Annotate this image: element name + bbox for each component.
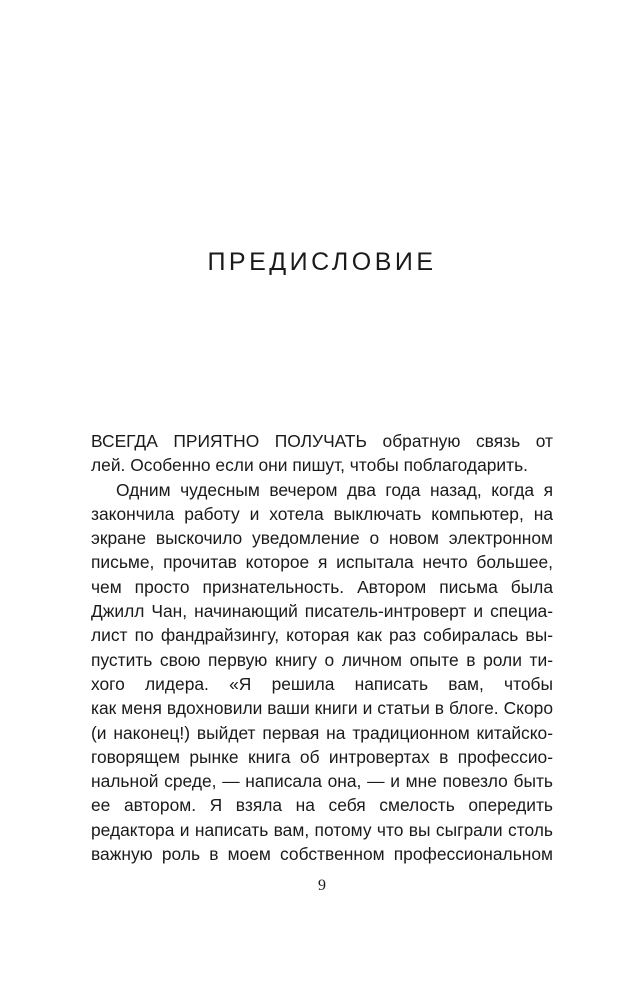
text-line: нальной среде, — написала она, — и мне повезло быть xyxy=(91,771,553,792)
text-line: лист по фандрайзингу, которая как раз собиралась вы- xyxy=(91,625,553,646)
text-line: чем просто признательность. Автором письма была xyxy=(91,576,553,597)
text-line: говорящем рынке книга об интровертах в профессио- xyxy=(91,746,553,767)
page-number: 9 xyxy=(318,877,326,894)
text-line: Джилл Чан, начинающий писатель-интроверт и специа- xyxy=(91,601,553,622)
chapter-title: ПРЕДИСЛОВИЕ xyxy=(207,248,437,276)
body-text xyxy=(91,429,553,866)
text-line: экране выскочило уведомление о новом электронном xyxy=(91,528,553,549)
text-line: хого лидера. «Я решила написать вам, чтобы xyxy=(91,673,553,694)
text-line: лей. Особенно если они пишут, чтобы поблагодарить. xyxy=(91,455,528,476)
text-line: (и наконец!) выйдет первая на традиционном китайско- xyxy=(91,722,553,743)
text-line: письме, прочитав которое я испытала нечто большее, xyxy=(91,552,553,573)
text-line: ВСЕГДА ПРИЯТНО ПОЛУЧАТЬ обратную связь от xyxy=(91,431,553,451)
text-line: как меня вдохновили ваши книги и статьи в блоге. Скоро xyxy=(91,698,553,719)
paragraph-first-line: Одним чудесным вечером два года назад, когда я xyxy=(116,479,553,500)
text-line: ее автором. Я взяла на себя смелость опередить xyxy=(91,795,553,816)
text-line: важную роль в моем собственном профессиональном xyxy=(91,844,553,865)
text-line: закончила работу и хотела выключать компьютер, на xyxy=(91,503,553,524)
text-line: пустить свою первую книгу о личном опыте в роли ти- xyxy=(91,649,553,670)
text-line: редактора и написать вам, потому что вы сыграли столь xyxy=(91,819,553,840)
